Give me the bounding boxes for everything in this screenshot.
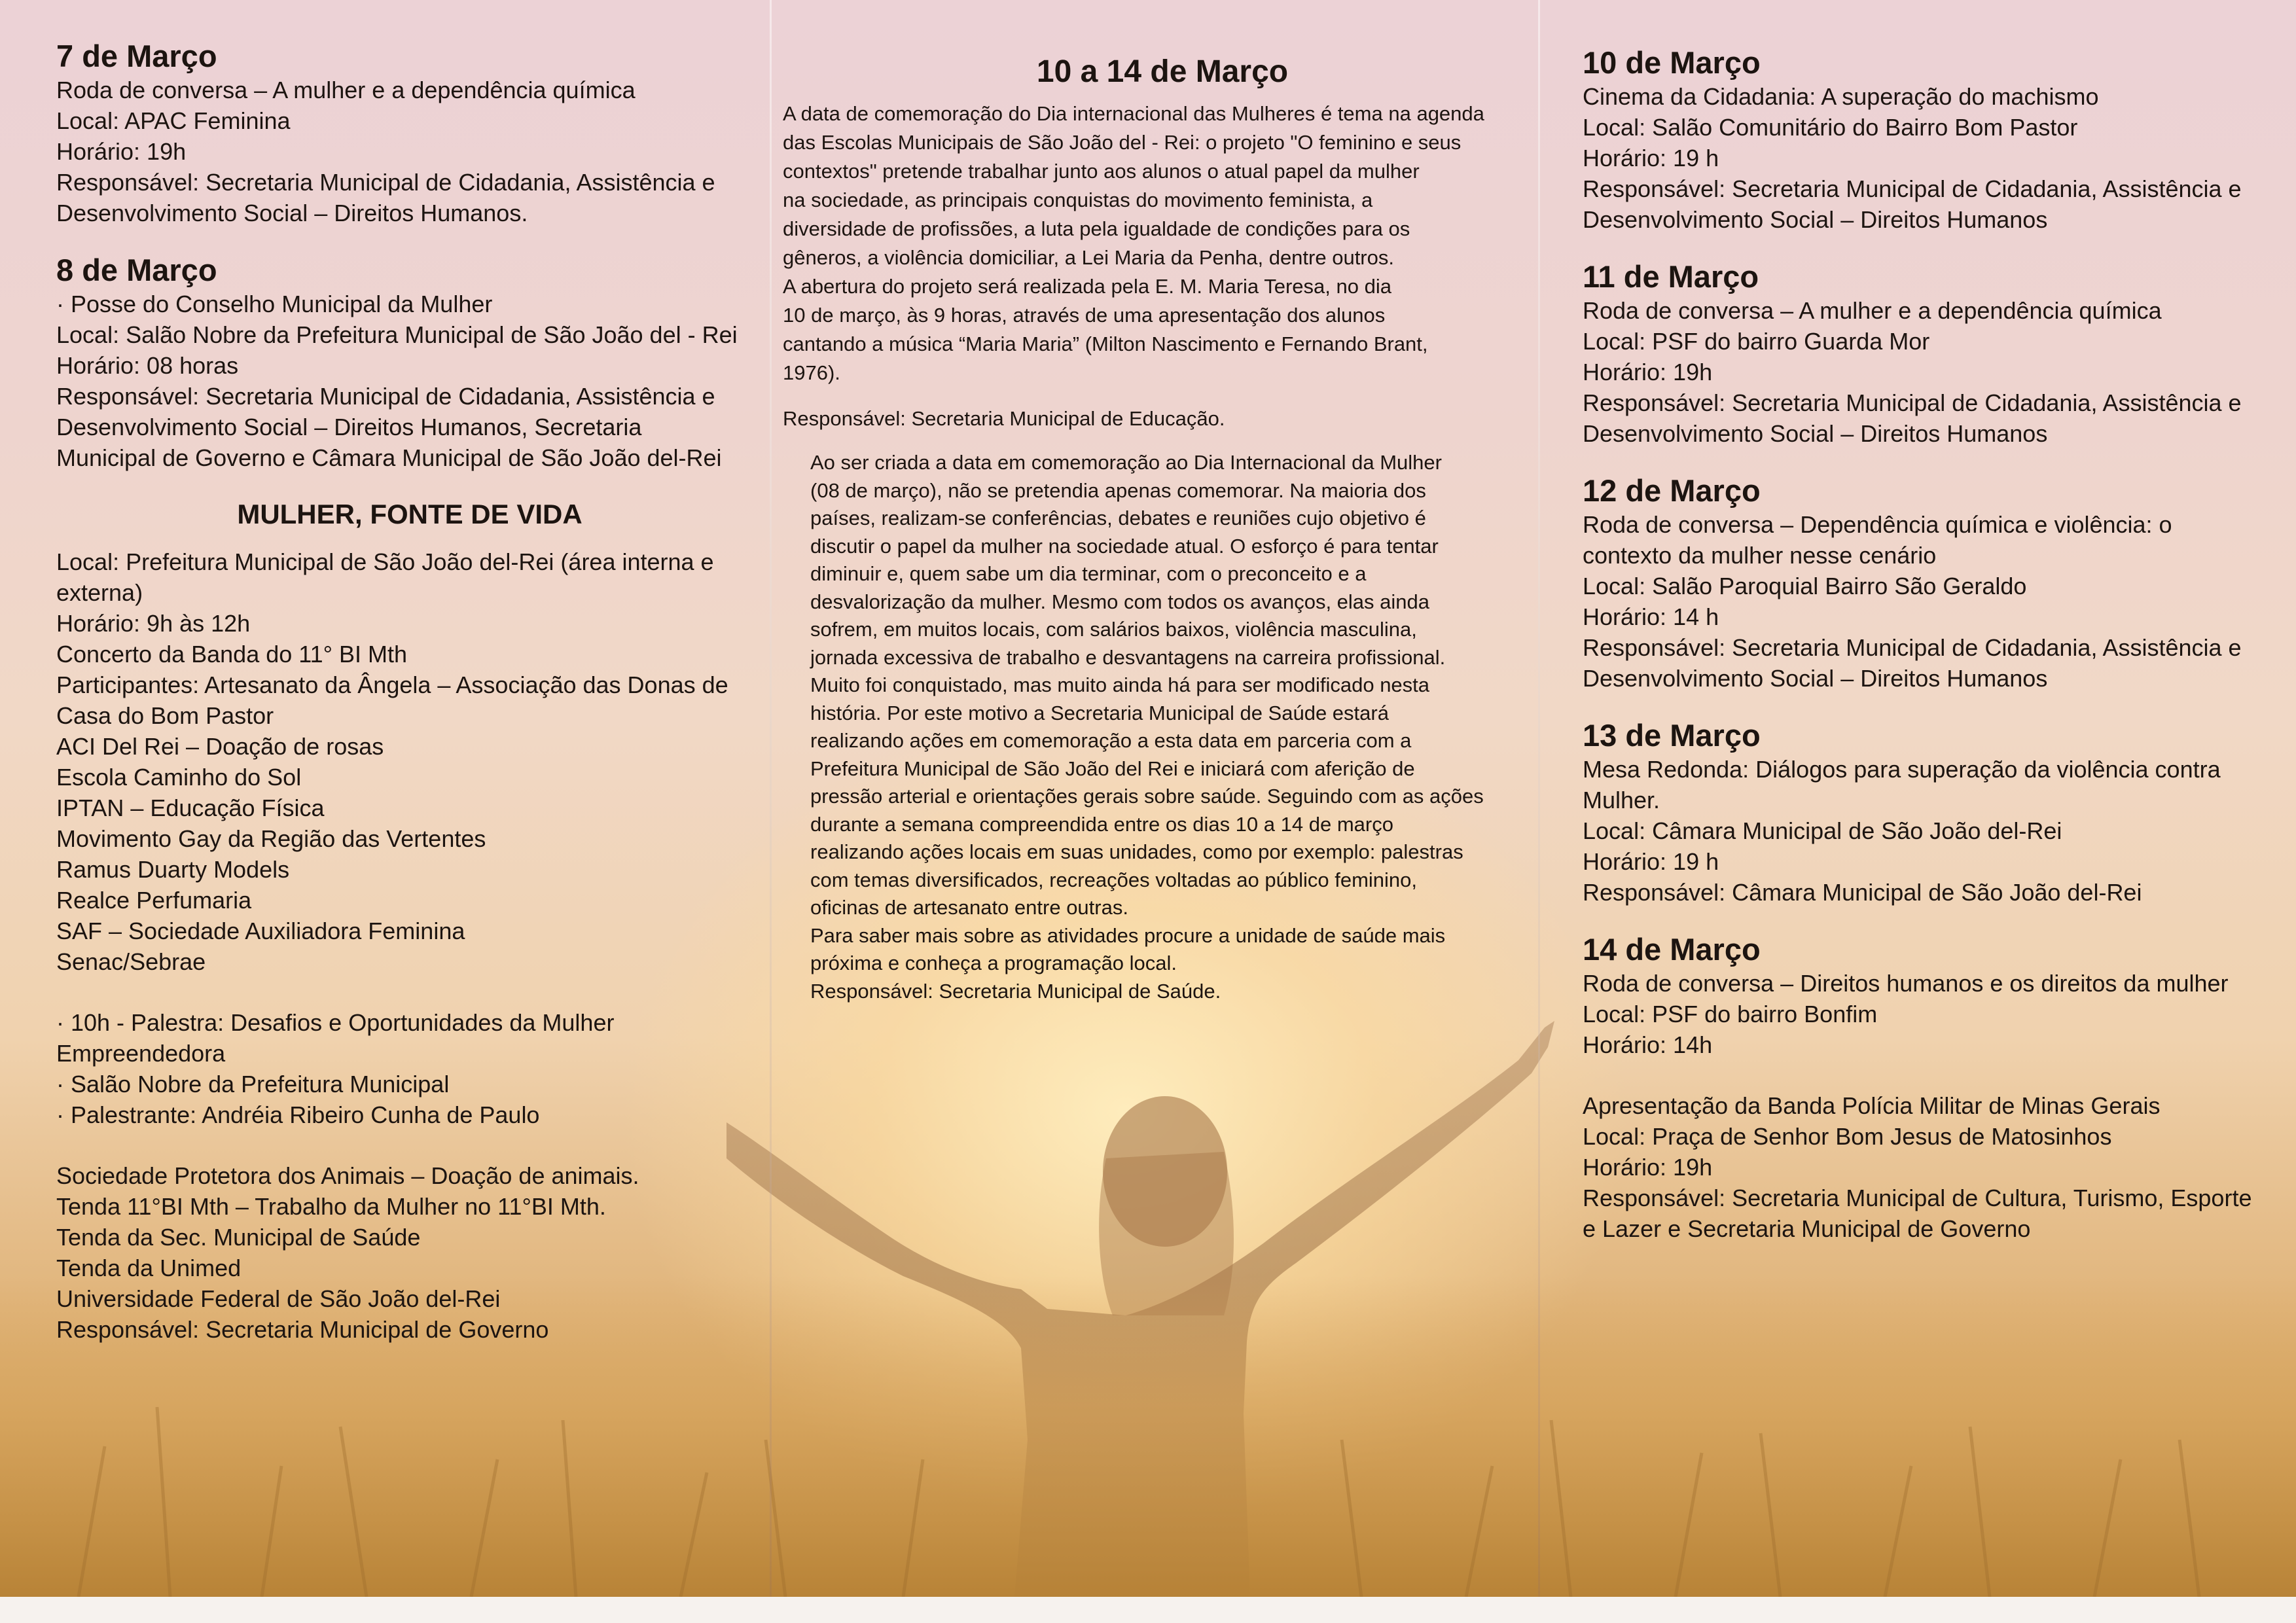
- text-line: Horário: 08 horas: [56, 352, 239, 379]
- responsible-line: Responsável: Secretaria Municipal de Educação.: [783, 407, 1225, 430]
- text-line: Mesa Redonda: Diálogos para superação da violência contra: [1583, 756, 2221, 783]
- text-line: Local: Praça de Senhor Bom Jesus de Matosinhos: [1583, 1123, 2112, 1150]
- text-line: · Palestrante: Andréia Ribeiro Cunha de Paulo: [56, 1101, 540, 1128]
- section-body: [1583, 968, 2263, 1060]
- text-line: jornada excessiva de trabalho e desvantagens na carreira profissional.: [810, 645, 1446, 669]
- text-line: Casa do Bom Pastor: [56, 702, 274, 729]
- text-line: das Escolas Municipais de São João del - Rei: o projeto "O feminino e seus: [783, 131, 1462, 154]
- right-panel: [1583, 45, 2263, 1244]
- section-body: [56, 75, 763, 228]
- text-line: IPTAN – Educação Física: [56, 794, 325, 821]
- text-line: história. Por este motivo a Secretaria Municipal de Saúde estará: [810, 701, 1389, 724]
- text-line: próxima e conheça a programação local.: [810, 952, 1177, 974]
- section-heading: MULHER, FONTE DE VIDA: [237, 499, 583, 529]
- text-line: diminuir e, quem sabe um dia terminar, com o preconceito e a: [810, 562, 1367, 585]
- text-line: Responsável: Secretaria Municipal de Saúde.: [810, 979, 1221, 1003]
- text-line: Municipal de Governo e Câmara Municipal de São João del-Rei: [56, 444, 722, 471]
- section-heading: 11 de Março: [1583, 259, 1759, 294]
- text-line: Horário: 19 h: [1583, 145, 1719, 171]
- section-heading: 12 de Março: [1583, 473, 1761, 508]
- text-line: Local: Salão Nobre da Prefeitura Municipal de São João del - Rei: [56, 321, 738, 348]
- section-11-marco: [1583, 259, 2263, 449]
- text-line: Horário: 19 h: [1583, 848, 1719, 875]
- text-line: contextos" pretende trabalhar junto aos alunos o atual papel da mulher: [783, 160, 1420, 183]
- middle-panel: [783, 52, 1542, 1005]
- text-line: gêneros, a violência domiciliar, a Lei Maria da Penha, dentre outros.: [783, 246, 1394, 269]
- text-line: Tenda da Unimed: [56, 1255, 242, 1281]
- text-line: Tenda da Sec. Municipal de Saúde: [56, 1224, 421, 1251]
- text-line: Responsável: Secretaria Municipal de Cidadania, Assistência e: [1583, 634, 2242, 661]
- text-line: (08 de março), não se pretendia apenas comemorar. Na maioria dos: [810, 478, 1426, 502]
- text-line: Desenvolvimento Social – Direitos Humanos: [1583, 206, 2048, 233]
- text-line: Desenvolvimento Social – Direitos Humanos.: [56, 200, 528, 226]
- text-line: desvalorização da mulher. Mesmo com todos os avanços, elas ainda: [810, 590, 1429, 613]
- text-line: e Lazer e Secretaria Municipal de Governo: [1583, 1215, 2031, 1242]
- text-line: Responsável: Secretaria Municipal de Cultura, Turismo, Esporte: [1583, 1185, 2252, 1211]
- section-heading: 8 de Março: [56, 253, 217, 287]
- text-line: Roda de conversa – Dependência química e violência: o: [1583, 511, 2172, 538]
- section-body: [56, 289, 763, 473]
- text-line: Responsável: Secretaria Municipal de Governo: [56, 1316, 549, 1343]
- text-line: Local: Prefeitura Municipal de São João del-Rei (área interna e: [56, 548, 714, 575]
- left-panel: [56, 38, 763, 1345]
- text-line: SAF – Sociedade Auxiliadora Feminina: [56, 918, 465, 944]
- text-line: Ao ser criada a data em comemoração ao Dia Internacional da Mulher: [810, 451, 1442, 474]
- text-line: Realce Perfumaria: [56, 887, 252, 914]
- section-heading: 14 de Março: [1583, 932, 1761, 967]
- text-line: Universidade Federal de São João del-Rei: [56, 1285, 501, 1312]
- text-line: Horário: 19h: [1583, 1154, 1713, 1181]
- text-line: Roda de conversa – Direitos humanos e os direitos da mulher: [1583, 970, 2229, 997]
- text-line: Prefeitura Municipal de São João del Rei e iniciará com aferição de: [810, 757, 1415, 780]
- text-line: Local: APAC Feminina: [56, 107, 291, 134]
- text-line: sofrem, em muitos locais, com salários baixos, violência masculina,: [810, 618, 1417, 641]
- text-line: A abertura do projeto será realizada pela E. M. Maria Teresa, no dia: [783, 275, 1391, 298]
- scan-margin: [0, 1597, 2296, 1623]
- text-line: Senac/Sebrae: [56, 948, 206, 975]
- spacer: [56, 977, 763, 1007]
- text-line: com temas diversificados, recreações voltadas ao público feminino,: [810, 868, 1418, 891]
- text-line: · 10h - Palestra: Desafios e Oportunidades da Mulher: [56, 1009, 615, 1036]
- section-heading: 10 de Março: [1583, 45, 1761, 80]
- section-12-marco: [1583, 473, 2263, 694]
- text-line: Local: PSF do bairro Bonfim: [1583, 1001, 1878, 1027]
- text-line: Roda de conversa – A mulher e a dependência química: [56, 77, 636, 103]
- text-line: na sociedade, as principais conquistas do movimento feminista, a: [783, 188, 1373, 211]
- text-line: 1976).: [783, 361, 840, 384]
- text-line: diversidade de profissões, a luta pela igualdade de condições para os: [783, 217, 1410, 240]
- text-line: Local: Câmara Municipal de São João del-Rei: [1583, 817, 2062, 844]
- text-line: Local: Salão Paroquial Bairro São Geraldo: [1583, 573, 2027, 599]
- section-14-marco: [1583, 931, 2263, 1060]
- section-7-marco: [56, 38, 763, 228]
- text-line: Sociedade Protetora dos Animais – Doação de animais.: [56, 1162, 639, 1189]
- text-line: Horário: 19h: [56, 138, 187, 165]
- spacer: [56, 1130, 763, 1160]
- text-line: 10 de março, às 9 horas, através de uma apresentação dos alunos: [783, 304, 1386, 327]
- text-line: Movimento Gay da Região das Vertentes: [56, 825, 486, 852]
- text-line: Responsável: Secretaria Municipal de Cidadania, Assistência e: [1583, 389, 2242, 416]
- text-line: Horário: 19h: [1583, 359, 1713, 385]
- text-line: externa): [56, 579, 143, 606]
- text-line: Mulher.: [1583, 787, 1660, 813]
- text-line: Ramus Duarty Models: [56, 856, 290, 883]
- section-band-presentation: [1583, 1090, 2263, 1244]
- text-line: Responsável: Secretaria Municipal de Cidadania, Assistência e: [56, 383, 715, 410]
- text-line: Desenvolvimento Social – Direitos Humanos, Secretaria: [56, 414, 642, 440]
- section-heading: 7 de Março: [56, 39, 217, 73]
- text-line: Para saber mais sobre as atividades procure a unidade de saúde mais: [810, 923, 1446, 947]
- text-line: ACI Del Rei – Doação de rosas: [56, 733, 384, 760]
- section-10-marco: [1583, 45, 2263, 235]
- text-line: realizando ações locais em suas unidades, como por exemplo: palestras: [810, 840, 1463, 863]
- text-line: Tenda 11°BI Mth – Trabalho da Mulher no 11°BI Mth.: [56, 1193, 606, 1220]
- text-line: · Salão Nobre da Prefeitura Municipal: [56, 1071, 450, 1097]
- text-line: Horário: 9h às 12h: [56, 610, 251, 637]
- fold-line-left: [770, 0, 772, 1597]
- text-line: Horário: 14h: [1583, 1031, 1713, 1058]
- text-line: realizando ações em comemoração a esta data em parceria com a: [810, 729, 1412, 752]
- paragraph-health: [810, 449, 1542, 1005]
- text-line: Desenvolvimento Social – Direitos Humanos: [1583, 665, 2048, 692]
- text-line: durante a semana compreendida entre os dias 10 a 14 de março: [810, 812, 1393, 836]
- text-line: Local: Salão Comunitário do Bairro Bom Pastor: [1583, 114, 2078, 141]
- section-body: [56, 546, 763, 1345]
- text-line: A data de comemoração do Dia internacional das Mulheres é tema na agenda: [783, 102, 1484, 125]
- text-line: discutir o papel da mulher na sociedade atual. O esforço é para tentar: [810, 534, 1439, 558]
- text-line: Roda de conversa – A mulher e a dependência química: [1583, 297, 2162, 324]
- section-13-marco: [1583, 717, 2263, 908]
- section-body: [1583, 81, 2263, 235]
- section-mulher-fonte-de-vida: [56, 497, 763, 1345]
- text-line: Horário: 14 h: [1583, 603, 1719, 630]
- text-line: Responsável: Câmara Municipal de São João del-Rei: [1583, 879, 2142, 906]
- section-8-marco: [56, 252, 763, 473]
- section-body: [1583, 754, 2263, 908]
- text-line: Muito foi conquistado, mas muito ainda há para ser modificado nesta: [810, 673, 1430, 696]
- text-line: Concerto da Banda do 11° BI Mth: [56, 641, 408, 668]
- text-line: Apresentação da Banda Polícia Militar de Minas Gerais: [1583, 1092, 2161, 1119]
- text-line: Empreendedora: [56, 1040, 226, 1067]
- section-heading: 13 de Março: [1583, 718, 1761, 753]
- text-line: Responsável: Secretaria Municipal de Cidadania, Assistência e: [1583, 175, 2242, 202]
- text-line: Local: PSF do bairro Guarda Mor: [1583, 328, 1930, 355]
- text-line: Desenvolvimento Social – Direitos Humanos: [1583, 420, 2048, 447]
- text-line: Participantes: Artesanato da Ângela – Associação das Donas de: [56, 671, 728, 698]
- text-line: países, realizam-se conferências, debates e reuniões cujo objetivo é: [810, 507, 1426, 529]
- section-body: [1583, 509, 2263, 694]
- text-line: contexto da mulher nesse cenário: [1583, 542, 1937, 569]
- text-line: pressão arterial e orientações gerais sobre saúde. Seguindo com as ações: [810, 785, 1484, 808]
- text-line: Escola Caminho do Sol: [56, 764, 302, 791]
- text-line: cantando a música “Maria Maria” (Milton Nascimento e Fernando Brant,: [783, 332, 1428, 355]
- section-heading: 10 a 14 de Março: [1036, 54, 1289, 89]
- text-line: Cinema da Cidadania: A superação do machismo: [1583, 83, 2099, 110]
- paragraph-schools: [783, 99, 1542, 387]
- text-line: oficinas de artesanato entre outras.: [810, 896, 1128, 919]
- section-body: [1583, 295, 2263, 449]
- text-line: · Posse do Conselho Municipal da Mulher: [56, 291, 493, 317]
- text-line: Responsável: Secretaria Municipal de Cidadania, Assistência e: [56, 169, 715, 196]
